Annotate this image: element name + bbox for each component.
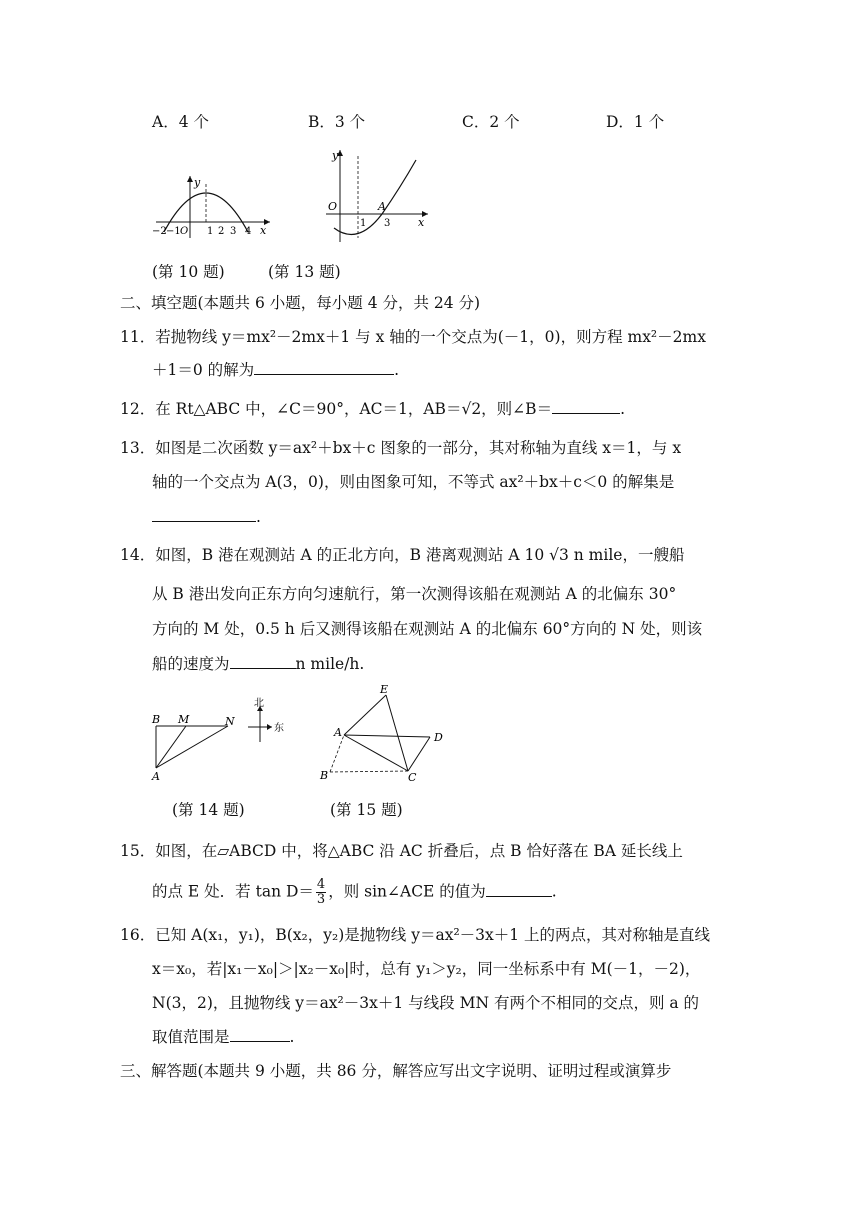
fig13-caption: (第 13 题) bbox=[268, 263, 341, 281]
fig15-point-b: B bbox=[320, 769, 329, 782]
fig10-tick: 4 bbox=[245, 226, 252, 237]
option-d: D．1 个 bbox=[606, 113, 665, 131]
q13-line3: . bbox=[152, 507, 261, 527]
fig14-caption: (第 14 题) bbox=[172, 801, 245, 819]
q13-line1: 13．如图是二次函数 y＝ax²＋bx＋c 图象的一部分，其对称轴为直线 x＝1，与 x bbox=[120, 439, 682, 457]
fig13-tick-1: 1 bbox=[360, 218, 367, 229]
option-a: A．4 个 bbox=[152, 113, 209, 131]
fig15-point-d: D bbox=[434, 731, 443, 744]
q14-line3: 方向的 M 处，0.5 h 后又测得该船在观测站 A 的北偏东 60°方向的 N 处，则该 bbox=[152, 620, 703, 638]
option-c: C．2 个 bbox=[462, 113, 520, 131]
q14-line2: 从 B 港出发向正东方向匀速航行，第一次测得该船在观测站 A 的北偏东 30° bbox=[152, 585, 677, 603]
q14-line1: 14．如图，B 港在观测站 A 的正北方向，B 港离观测站 A 10 √3 n mile，一艘船 bbox=[120, 546, 685, 564]
fig13-x-label: x bbox=[418, 216, 425, 229]
fig10-tick: 1 bbox=[207, 226, 214, 237]
fig13-tick-3: 3 bbox=[384, 218, 391, 229]
q14-line4: 船的速度为 n mile/h. bbox=[152, 655, 365, 673]
q11-line1: 11．若抛物线 y＝mx²－2mx＋1 与 x 轴的一个交点为(－1，0)，则方程 mx²－2mx bbox=[120, 328, 706, 346]
fig10-tick: O bbox=[180, 226, 189, 237]
fig13-y-label: y bbox=[332, 149, 339, 162]
fig10-y-label: y bbox=[194, 176, 201, 189]
fig14-point-b: B bbox=[152, 713, 161, 726]
fig10-tick: −2 bbox=[152, 226, 167, 237]
fig14-point-m: M bbox=[178, 713, 190, 726]
fig13-origin: O bbox=[328, 200, 338, 213]
fig10-x-label: x bbox=[260, 224, 267, 237]
q12-line: 12．在 Rt△ABC 中，∠C＝90°，AC＝1，AB＝√2，则∠B＝ . bbox=[120, 400, 626, 418]
fig14-point-a: A bbox=[152, 770, 160, 783]
q13-line2: 轴的一个交点为 A(3，0)，则由图象可知，不等式 ax²＋bx＋c＜0 的解集是 bbox=[152, 473, 675, 491]
fig14-east-label: 东 bbox=[274, 723, 284, 734]
section-2-heading: 二、填空题(本题共 6 小题，每小题 4 分，共 24 分) bbox=[120, 294, 481, 312]
fig10-tick: −1 bbox=[166, 226, 181, 237]
fig15-point-c: C bbox=[408, 771, 417, 784]
q11-line2: ＋1＝0 的解为 . bbox=[152, 361, 400, 379]
figure-14-diagram bbox=[148, 694, 298, 784]
fig15-point-e: E bbox=[380, 684, 389, 696]
section-3-heading: 三、解答题(本题共 9 小题，共 86 分，解答应写出文字说明、证明过程或演算步 bbox=[120, 1062, 672, 1080]
fig14-point-n: N bbox=[225, 715, 235, 728]
q15-line2: 的点 E 处．若 tan D＝ $\frac{4}{3}$ ，则 sin∠ACE 的值为 . bbox=[152, 877, 557, 907]
fig10-caption: (第 10 题) bbox=[152, 263, 225, 281]
fig10-tick: 2 bbox=[218, 226, 225, 237]
fig13-point-a: A bbox=[378, 200, 386, 213]
q16-line2: x＝x₀，若|x₁－x₀|＞|x₂－x₀|时，总有 y₁＞y₂，同一坐标系中有 M(－1，－2)， bbox=[152, 960, 701, 978]
fig15-point-a: A bbox=[334, 726, 342, 739]
q16-line3: N(3，2)，且抛物线 y＝ax²－3x＋1 与线段 MN 有两个不相同的交点，则 a 的 bbox=[152, 994, 700, 1012]
figure-13-parabola bbox=[322, 146, 434, 246]
fig14-north-label: 北 bbox=[254, 698, 264, 709]
figure-10-parabola bbox=[150, 172, 275, 242]
q15-line1: 15．如图，在▱ABCD 中，将△ABC 沿 AC 折叠后，点 B 恰好落在 BA 延长线上 bbox=[120, 842, 683, 860]
figure-15-diagram bbox=[316, 684, 456, 784]
q16-line4: 取值范围是 . bbox=[152, 1028, 295, 1046]
fig10-tick: 3 bbox=[230, 226, 237, 237]
q16-line1: 16．已知 A(x₁，y₁)，B(x₂，y₂)是抛物线 y＝ax²－3x＋1 上的两点，其对称轴是直线 bbox=[120, 926, 711, 944]
fig15-caption: (第 15 题) bbox=[330, 801, 403, 819]
q15-fraction: $\frac{4}{3}$ bbox=[316, 877, 326, 907]
option-b: B．3 个 bbox=[308, 113, 366, 131]
